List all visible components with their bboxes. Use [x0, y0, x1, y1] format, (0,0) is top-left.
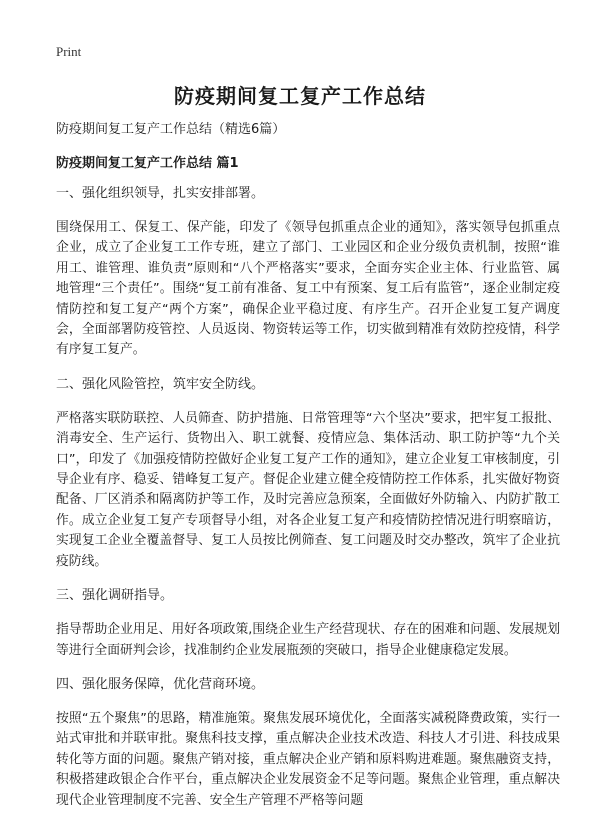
section-heading: 防疫期间复工复产工作总结 篇1: [56, 156, 239, 171]
paragraph-4: 按照“五个聚焦”的思路，精准施策。聚焦发展环境优化，全面落实减税降费政策，实行一站式审批和并联审批。聚焦科技支撑，重点解决企业技术改造、科技人才引进、科技成果转化等方面的问题。聚焦产销对接，重点解决企业产销和原料购进难题。聚焦融资支持，积极搭建政银企合作平台，重点解决企业发展资金不足等问题。聚焦企业管理，重点解决现代企业管理制度不完善、安全生产管理不严格等问题: [56, 710, 560, 808]
heading-4: 四、强化服务保障，优化营商环境。: [56, 676, 265, 692]
document-body: [56, 120, 560, 825]
paragraph-2: 严格落实联防联控、人员筛查、防护措施、日常管理等“六个坚决”要求，把牢复工报批、消毒安全、生产运行、货物出入、职工就餐、疫情应急、集体活动、职工防护等“九个关口”，印发了《加强疫情防控做好企业复工复产工作的通知》，建立企业复工审核制度，引导企业有序、稳妥、错峰复工复产。督促企业建立健全疫情防控工作体系，扎实做好物资配备、厂区消杀和隔离防护等工作，及时完善应急预案，全面做好外防输入、内防扩散工作。成立企业复工复产专项督导小组，对各企业复工复产和疫情防控情况进行明察暗访，实现复工企业全覆盖督导、复工人员按比例筛查、复工问题及时交办整改，筑牢了企业抗疫防线。: [56, 410, 560, 569]
document-subtitle: 防疫期间复工复产工作总结（精选6篇）: [56, 122, 286, 137]
paragraph-1: 围绕保用工、保复工、保产能，印发了《领导包抓重点企业的通知》，落实领导包抓重点企业，成立了企业复工工作专班，建立了部门、工业园区和企业分级负责机制，按照“谁用工、谁管理、谁负责”原则和“八个严格落实”要求，全面夯实企业主体、行业监管、属地管理“三个责任”。围绕“复工前有准备、复工中有预案、复工后有监管”，逐企业制定疫情防控和复工复产“两个方案”，确保企业平稳过度、有序生产。召开企业复工复产调度会，全面部署防疫管控、人员返岗、物资转运等工作，切实做到精准有效防控疫情，科学有序复工复产。: [56, 220, 560, 358]
heading-3: 三、强化调研指导。: [56, 588, 174, 604]
heading-1: 一、强化组织领导，扎实安排部署。: [56, 186, 265, 201]
paragraph-3: 指导帮助企业用足、用好各项政策,围绕企业生产经营现状、存在的困难和问题、发展规划等进行全面研判会诊，找准制约企业发展瓶颈的突破口，指导企业健康稳定发展。: [56, 622, 560, 658]
print-link[interactable]: Print: [56, 44, 82, 59]
page-title: 防疫期间复工复产工作总结: [174, 84, 426, 108]
heading-2: 二、强化风险管控，筑牢安全防线。: [56, 376, 265, 392]
